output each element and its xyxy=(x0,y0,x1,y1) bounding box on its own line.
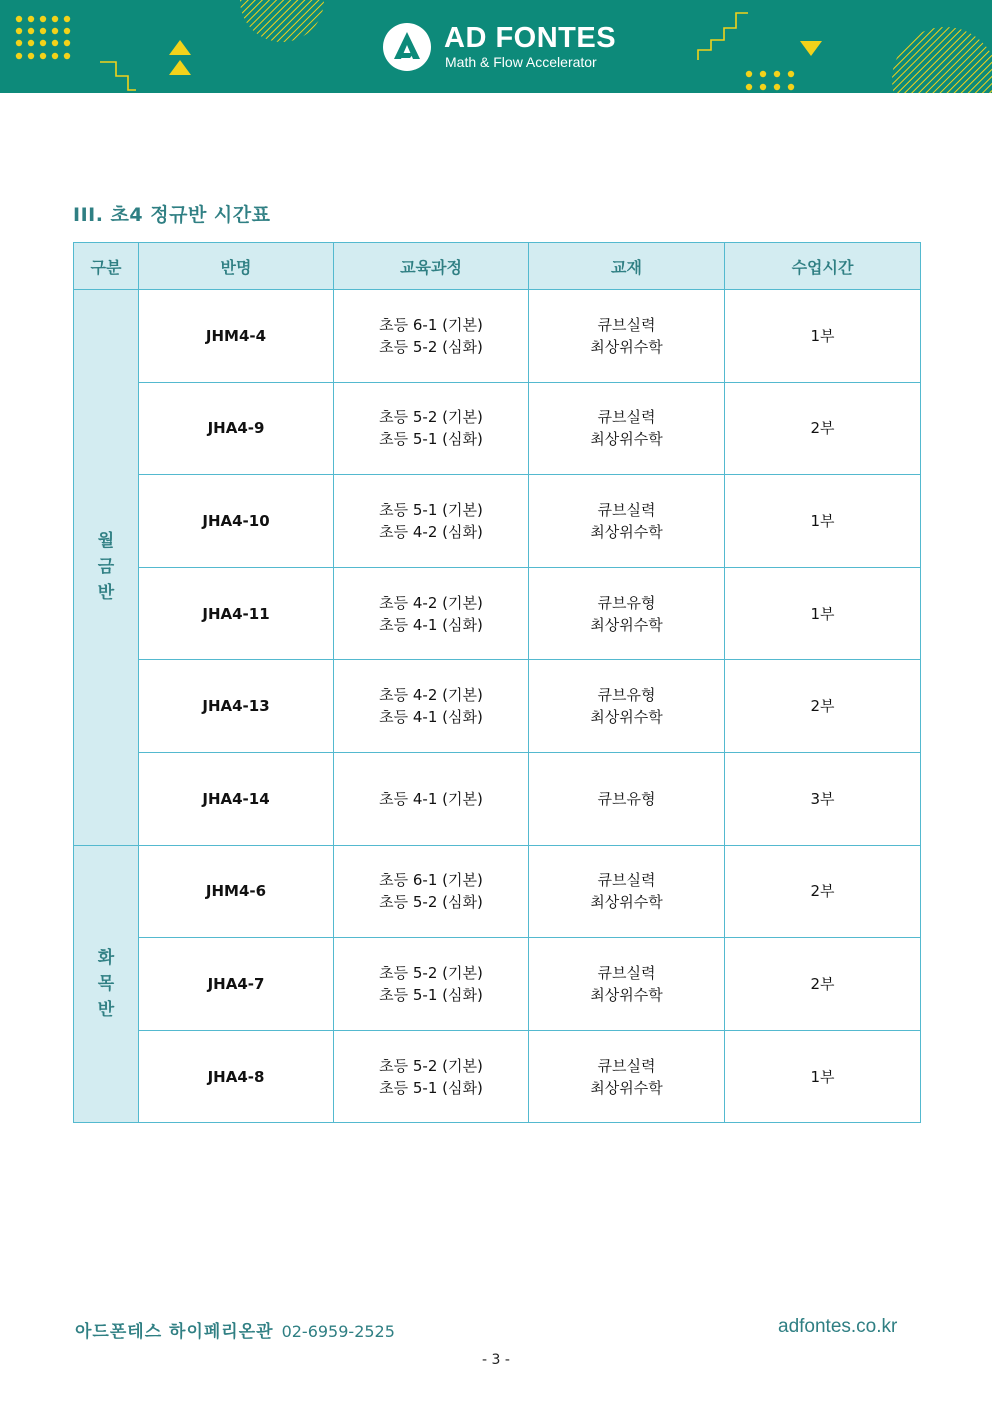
class-time: 2부 xyxy=(725,382,921,475)
academy-name: 아드폰테스 하이페리온관 xyxy=(75,1322,274,1342)
class-name: JHA4-8 xyxy=(139,1030,334,1123)
group-label-tue-thu: 화목반 xyxy=(74,845,139,1123)
header-curriculum: 교육과정 xyxy=(334,243,529,290)
curriculum-cell: 초등 5-1 (기본) 초등 4-2 (심화) xyxy=(334,475,529,568)
textbook-cell: 큐브유형 최상위수학 xyxy=(529,567,725,660)
ad-fontes-logo-icon xyxy=(383,23,431,71)
table-row xyxy=(74,567,921,660)
textbook-cell: 큐브실력 최상위수학 xyxy=(529,382,725,475)
table-row xyxy=(74,752,921,845)
class-name: JHM4-4 xyxy=(139,290,334,383)
schedule-table xyxy=(73,242,921,1123)
curriculum-cell: 초등 5-2 (기본) 초등 5-1 (심화) xyxy=(334,1030,529,1123)
curriculum-cell: 초등 6-1 (기본) 초등 5-2 (심화) xyxy=(334,290,529,383)
curriculum-cell: 초등 6-1 (기본) 초등 5-2 (심화) xyxy=(334,845,529,938)
phone-number: 02-6959-2525 xyxy=(281,1322,395,1341)
curriculum-cell: 초등 5-2 (기본) 초등 5-1 (심화) xyxy=(334,382,529,475)
class-name: JHA4-7 xyxy=(139,938,334,1031)
class-name: JHM4-6 xyxy=(139,845,334,938)
dot-grid-left xyxy=(16,16,70,59)
class-name: JHA4-14 xyxy=(139,752,334,845)
textbook-cell: 큐브실력 최상위수학 xyxy=(529,845,725,938)
table-row xyxy=(74,660,921,753)
header-class-time: 수업시간 xyxy=(725,243,921,290)
table-row xyxy=(74,290,921,383)
textbook-cell: 큐브실력 최상위수학 xyxy=(529,1030,725,1123)
brand-name: AD FONTES xyxy=(444,22,617,54)
group-label-mon-fri: 월금반 xyxy=(74,290,139,846)
dot-grid-right xyxy=(746,71,794,90)
header-class-name: 반명 xyxy=(139,243,334,290)
curriculum-cell: 초등 4-2 (기본) 초등 4-1 (심화) xyxy=(334,660,529,753)
table-row xyxy=(74,845,921,938)
page-header-banner xyxy=(0,0,992,93)
header-textbook: 교재 xyxy=(529,243,725,290)
class-time: 1부 xyxy=(725,1030,921,1123)
textbook-cell: 큐브실력 최상위수학 xyxy=(529,938,725,1031)
section-title: III. 초4 정규반 시간표 xyxy=(73,204,271,226)
class-time: 1부 xyxy=(725,475,921,568)
textbook-cell: 큐브실력 최상위수학 xyxy=(529,290,725,383)
curriculum-cell: 초등 4-1 (기본) xyxy=(334,752,529,845)
curriculum-cell: 초등 5-2 (기본) 초등 5-1 (심화) xyxy=(334,938,529,1031)
table-row xyxy=(74,475,921,568)
website-url: adfontes.co.kr xyxy=(778,1316,898,1337)
curriculum-cell: 초등 4-2 (기본) 초등 4-1 (심화) xyxy=(334,567,529,660)
table-header-row xyxy=(74,243,921,290)
textbook-cell: 큐브유형 최상위수학 xyxy=(529,660,725,753)
class-time: 2부 xyxy=(725,660,921,753)
table-row xyxy=(74,938,921,1031)
header-category: 구분 xyxy=(74,243,139,290)
class-name: JHA4-9 xyxy=(139,382,334,475)
footer-contact xyxy=(75,1317,395,1342)
class-time: 2부 xyxy=(725,938,921,1031)
brand-tagline: Math & Flow Accelerator xyxy=(445,54,597,70)
textbook-cell: 큐브실력 최상위수학 xyxy=(529,475,725,568)
page-number: - 3 - xyxy=(482,1352,510,1368)
class-time: 1부 xyxy=(725,290,921,383)
class-time: 1부 xyxy=(725,567,921,660)
class-name: JHA4-13 xyxy=(139,660,334,753)
table-row xyxy=(74,1030,921,1123)
class-name: JHA4-10 xyxy=(139,475,334,568)
class-name: JHA4-11 xyxy=(139,567,334,660)
class-time: 2부 xyxy=(725,845,921,938)
table-row xyxy=(74,382,921,475)
textbook-cell: 큐브유형 xyxy=(529,752,725,845)
class-time: 3부 xyxy=(725,752,921,845)
